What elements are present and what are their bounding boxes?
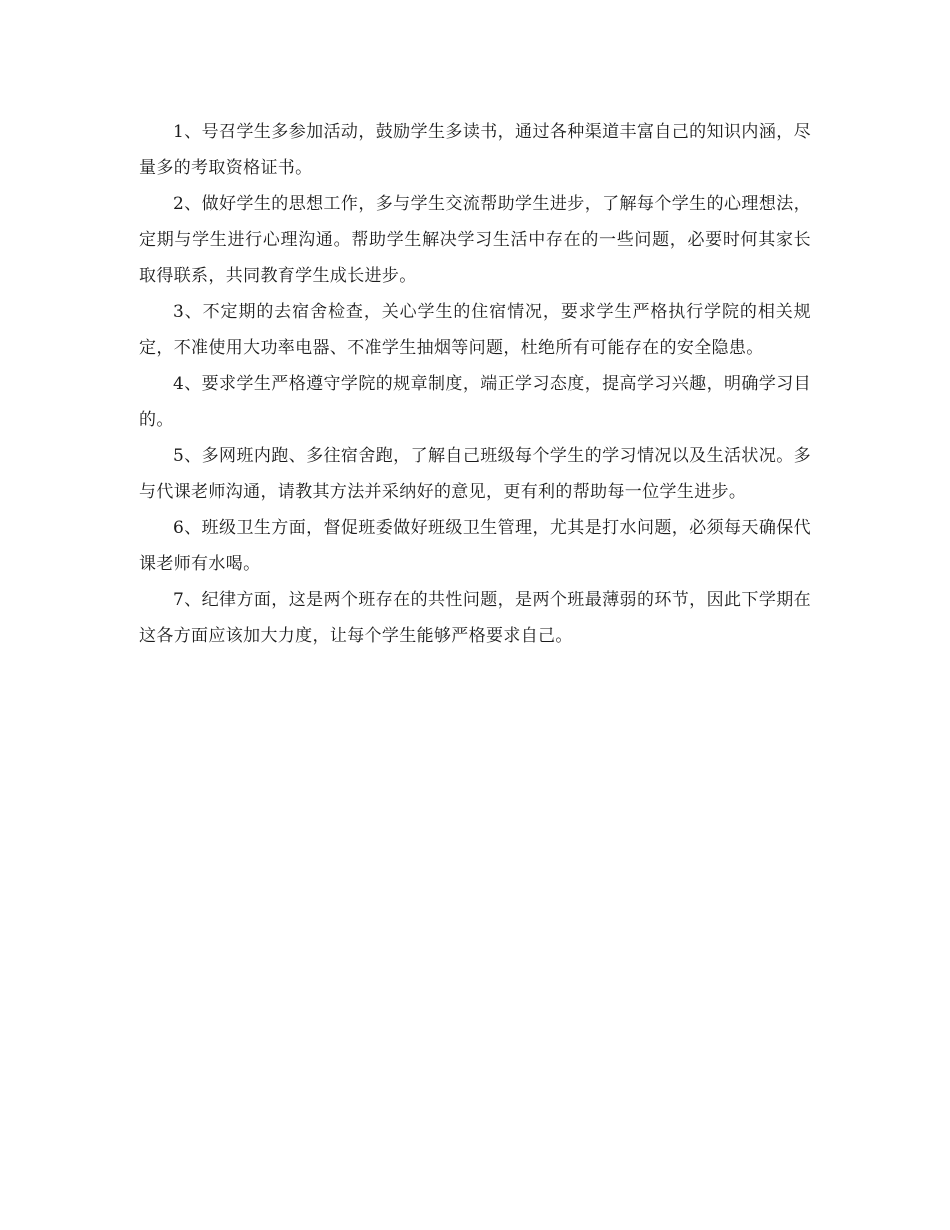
document-body (139, 114, 811, 654)
paragraph-3: 3、不定期的去宿舍检查，关心学生的住宿情况，要求学生严格执行学院的相关规定，不准使用大功率电器、不准学生抽烟等问题，杜绝所有可能存在的安全隐患。 (139, 302, 811, 358)
paragraph-7: 7、纪律方面，这是两个班存在的共性问题，是两个班最薄弱的环节，因此下学期在这各方面应该加大力度，让每个学生能够严格要求自己。 (139, 590, 811, 646)
paragraph-6: 6、班级卫生方面，督促班委做好班级卫生管理，尤其是打水问题，必须每天确保代课老师有水喝。 (139, 518, 811, 574)
paragraph-4: 4、要求学生严格遵守学院的规章制度，端正学习态度，提高学习兴趣，明确学习目的。 (139, 374, 811, 430)
paragraph-2: 2、做好学生的思想工作，多与学生交流帮助学生进步，了解每个学生的心理想法，定期与学生进行心理沟通。帮助学生解决学习生活中存在的一些问题，必要时何其家长取得联系，共同教育学生成长进步。 (139, 194, 811, 286)
paragraph-5: 5、多网班内跑、多往宿舍跑，了解自己班级每个学生的学习情况以及生活状况。多与代课老师沟通，请教其方法并采纳好的意见，更有利的帮助每一位学生进步。 (139, 446, 811, 502)
paragraph-1: 1、号召学生多参加活动，鼓励学生多读书，通过各种渠道丰富自己的知识内涵，尽量多的考取资格证书。 (139, 122, 811, 178)
